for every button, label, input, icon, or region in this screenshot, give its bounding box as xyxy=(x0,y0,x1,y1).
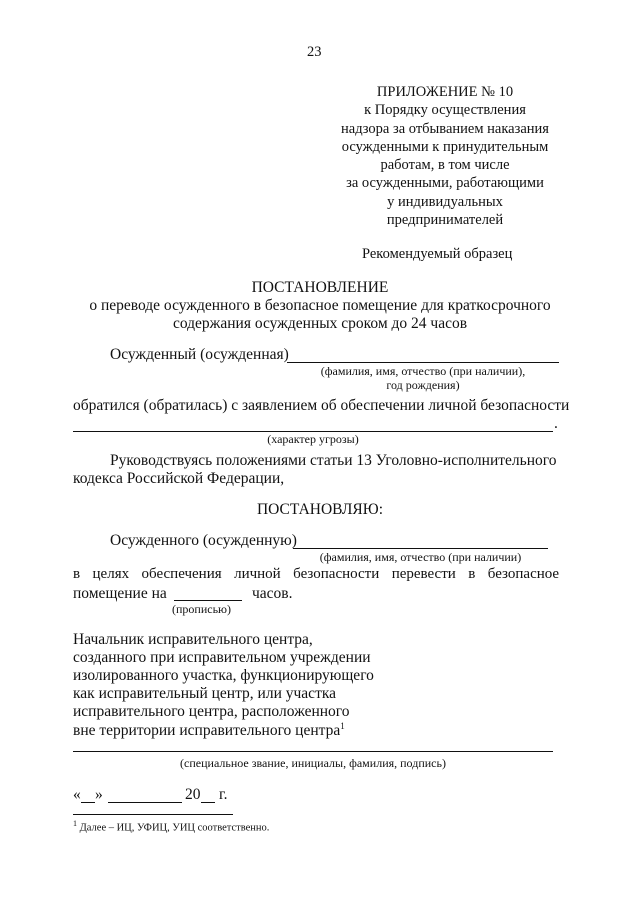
document-subtitle: о переводе осужденного в безопасное помещение для краткосрочного xyxy=(89,297,551,314)
signature-position: как исправительный центр, или участка xyxy=(73,685,337,702)
hint-words: (прописью) xyxy=(172,602,232,616)
word: целях xyxy=(92,566,130,582)
annex-line: надзора за отбыванием наказания xyxy=(341,120,549,137)
word: перевести xyxy=(391,566,456,582)
date-open-quote: « xyxy=(73,786,81,803)
convict-name-field-line xyxy=(287,362,559,363)
annex-line: осужденными к принудительным xyxy=(341,138,549,155)
convict-label-2: Осужденного (осужденную) xyxy=(110,532,297,549)
document-subtitle: содержания осужденных сроком до 24 часов xyxy=(172,315,468,332)
transfer-text xyxy=(73,566,559,583)
hint-fio-2: (фамилия, имя, отчество (при наличии) xyxy=(319,550,522,564)
word: безопасное xyxy=(487,566,560,582)
footnote-reference: 1 xyxy=(340,721,345,731)
word: в xyxy=(73,566,81,582)
signature-position: созданного при исправительном учреждении xyxy=(73,649,371,666)
footnote-mark: 1 xyxy=(73,819,77,828)
guided-text: Руководствуясь положениями статьи 13 Уголовно-исполнительного xyxy=(110,452,557,469)
hint-birth-year: год рождения) xyxy=(386,378,460,392)
signature-field-line xyxy=(73,751,553,752)
transfer-text-start: помещение на xyxy=(73,585,167,602)
convict-name-field-line-2 xyxy=(293,548,548,549)
footnote xyxy=(73,819,269,834)
word: безопасности xyxy=(293,566,380,582)
annex-block xyxy=(330,83,560,229)
decree-heading: ПОСТАНОВЛЯЮ: xyxy=(256,501,384,518)
sample-note: Рекомендуемый образец xyxy=(362,246,513,262)
annex-title: ПРИЛОЖЕНИЕ № 10 xyxy=(376,84,514,100)
signature-position: изолированного участка, функционирующего xyxy=(73,667,374,684)
annex-line: у индивидуальных xyxy=(387,193,503,210)
word: в xyxy=(468,566,476,582)
signature-position xyxy=(73,721,345,740)
annex-line: к Порядку осуществления xyxy=(364,102,526,119)
annex-line: за осужденными, работающими xyxy=(346,175,544,192)
hours-field-line xyxy=(174,600,242,601)
guided-text: кодекса Российской Федерации, xyxy=(73,470,285,487)
hint-fio: (фамилия, имя, отчество (при наличии), xyxy=(320,364,526,378)
word: личной xyxy=(234,566,281,582)
date-year-suffix: г. xyxy=(219,786,228,803)
date-close-quote: » xyxy=(95,786,103,803)
date-day-line xyxy=(81,802,95,803)
threat-end: . xyxy=(554,415,558,432)
annex-line: работам, в том числе xyxy=(380,157,510,174)
transfer-text-end: часов. xyxy=(252,585,293,602)
signature-position: Начальник исправительного центра, xyxy=(73,631,313,648)
convict-label: Осужденный (осужденная) xyxy=(110,346,289,363)
signature-position: исправительного центра, расположенного xyxy=(73,703,350,720)
date-year-line xyxy=(201,802,215,803)
date-year-prefix: 20 xyxy=(185,786,201,803)
hint-threat: (характер угрозы) xyxy=(267,432,359,446)
applied-text: обратился (обратилась) с заявлением об обеспечении личной безопасности xyxy=(73,397,570,414)
word: обеспечения xyxy=(141,566,222,582)
hint-signature: (специальное звание, инициалы, фамилия, подпись) xyxy=(180,756,446,770)
footnote-text: Далее – ИЦ, УФИЦ, УИЦ соответственно. xyxy=(79,822,270,834)
document-title: ПОСТАНОВЛЕНИЕ xyxy=(251,279,389,296)
annex-line: предпринимателей xyxy=(386,212,504,229)
signature-position-text: вне территории исправительного центра xyxy=(73,722,341,740)
footnote-separator xyxy=(73,814,233,815)
date-month-line xyxy=(108,802,182,803)
page-number: 23 xyxy=(307,44,322,60)
